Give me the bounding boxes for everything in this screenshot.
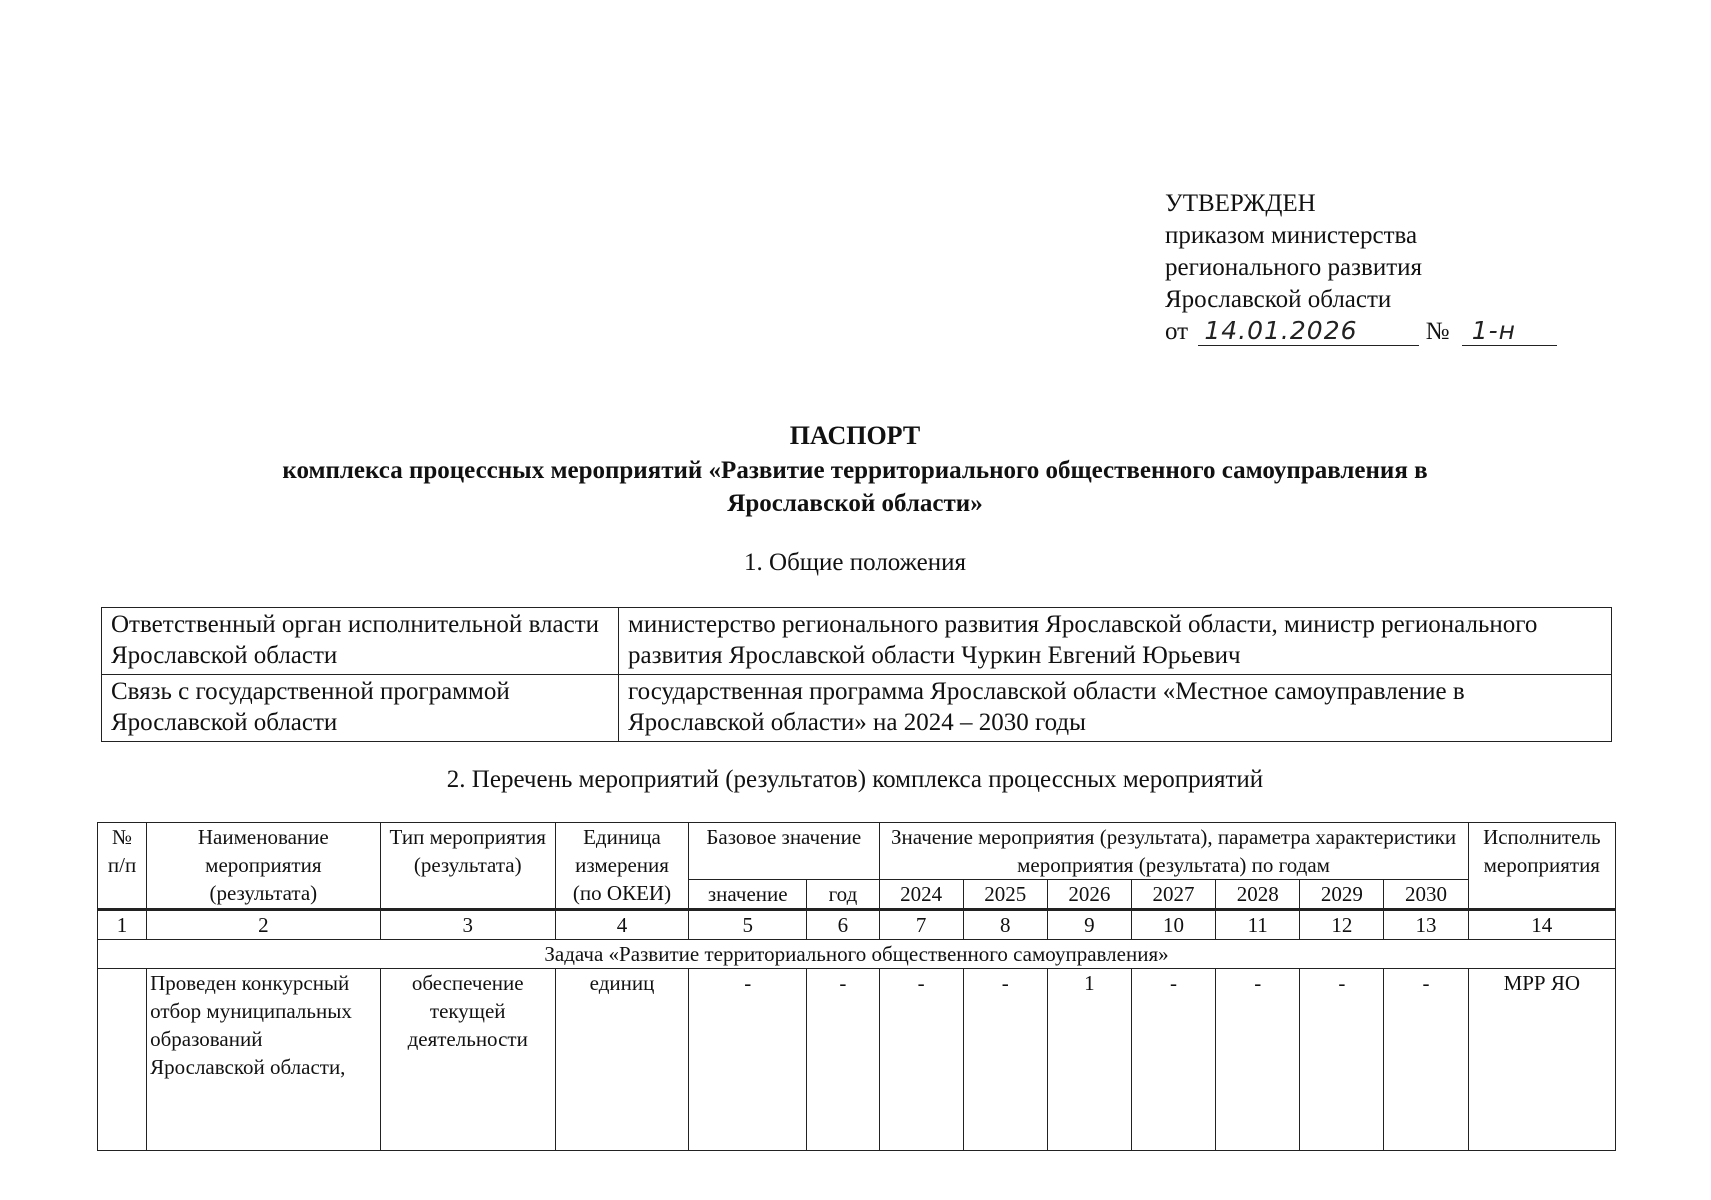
row-num xyxy=(98,969,147,1151)
approval-block xyxy=(1165,188,1585,348)
column-number: 6 xyxy=(807,910,879,940)
header-num: № п/п xyxy=(98,823,147,910)
document-subtitle: комплекса процессных мероприятий «Развитие территориального общественного самоуправления в Ярославской области» xyxy=(282,457,1428,517)
column-number: 4 xyxy=(555,910,688,940)
row-name: Проведен конкурсный отбор муниципальных образований Ярославской области, xyxy=(147,969,380,1151)
approval-line: Ярославской области xyxy=(1165,286,1392,313)
general-row xyxy=(102,608,1612,675)
table-row xyxy=(98,969,1616,1151)
column-number: 2 xyxy=(147,910,380,940)
approval-number: 1-н xyxy=(1462,317,1557,346)
row-unit: единиц xyxy=(555,969,688,1151)
events-table xyxy=(97,822,1616,1151)
row-year-value: - xyxy=(1300,969,1384,1151)
header-year: 2027 xyxy=(1131,880,1215,910)
section2-title: 2. Перечень мероприятий (результатов) комплекса процессных мероприятий xyxy=(446,766,1264,793)
row-year-value: - xyxy=(879,969,963,1151)
column-number: 12 xyxy=(1300,910,1384,940)
document-title: ПАСПОРТ xyxy=(789,421,921,450)
header-year: 2024 xyxy=(879,880,963,910)
row-executor: МРР ЯО xyxy=(1468,969,1615,1151)
header-base-value: значение xyxy=(689,880,807,910)
general-provisions-table xyxy=(101,607,1612,742)
row-year-value: - xyxy=(1216,969,1300,1151)
header-type: Тип мероприятия (результата) xyxy=(380,823,555,910)
column-number-row xyxy=(98,910,1616,940)
general-label: Связь с государственной программой Ярославской области xyxy=(102,675,619,742)
column-number: 3 xyxy=(380,910,555,940)
column-number: 1 xyxy=(98,910,147,940)
task-row xyxy=(98,940,1616,969)
general-value: государственная программа Ярославской области «Местное самоуправление в Ярославской области» на 2024 – 2030 годы xyxy=(619,675,1612,742)
column-number: 13 xyxy=(1384,910,1468,940)
header-year: 2029 xyxy=(1300,880,1384,910)
column-number: 10 xyxy=(1131,910,1215,940)
general-label: Ответственный орган исполнительной власти Ярославской области xyxy=(102,608,619,675)
header-name: Наименование мероприятия (результата) xyxy=(147,823,380,910)
general-row xyxy=(102,675,1612,742)
approval-line: УТВЕРЖДЕН xyxy=(1165,190,1316,217)
header-year: 2028 xyxy=(1216,880,1300,910)
header-executor: Исполнитель мероприятия xyxy=(1468,823,1615,910)
row-year-value: 1 xyxy=(1047,969,1131,1151)
approval-date: 14.01.2026 xyxy=(1198,317,1419,346)
row-year-value: - xyxy=(1384,969,1468,1151)
row-base-value: - xyxy=(689,969,807,1151)
approval-signature-row xyxy=(1165,316,1585,348)
header-base-year: год xyxy=(807,880,879,910)
general-value: министерство регионального развития Ярославской области, министр регионального развития Ярославской области Чуркин Евгений Юрьевич xyxy=(619,608,1612,675)
header-values: Значение мероприятия (результата), параметра характеристики мероприятия (результата) по годам xyxy=(879,823,1468,880)
row-year-value: - xyxy=(1131,969,1215,1151)
header-year: 2025 xyxy=(963,880,1047,910)
column-number: 5 xyxy=(689,910,807,940)
column-number: 14 xyxy=(1468,910,1615,940)
number-label: № xyxy=(1425,318,1450,345)
section1-title: 1. Общие положения xyxy=(744,549,966,576)
row-type: обеспечение текущей деятельности xyxy=(380,969,555,1151)
header-year: 2026 xyxy=(1047,880,1131,910)
header-base: Базовое значение xyxy=(689,823,879,880)
from-label: от xyxy=(1165,318,1189,345)
approval-line: приказом министерства xyxy=(1165,222,1418,249)
approval-line: регионального развития xyxy=(1165,254,1423,281)
row-base-year: - xyxy=(807,969,879,1151)
column-number: 8 xyxy=(963,910,1047,940)
header-unit: Единица измерения (по ОКЕИ) xyxy=(555,823,688,910)
row-year-value: - xyxy=(963,969,1047,1151)
column-number: 7 xyxy=(879,910,963,940)
header-year: 2030 xyxy=(1384,880,1468,910)
column-number: 9 xyxy=(1047,910,1131,940)
task-title: Задача «Развитие территориального общественного самоуправления» xyxy=(98,940,1616,969)
column-number: 11 xyxy=(1216,910,1300,940)
